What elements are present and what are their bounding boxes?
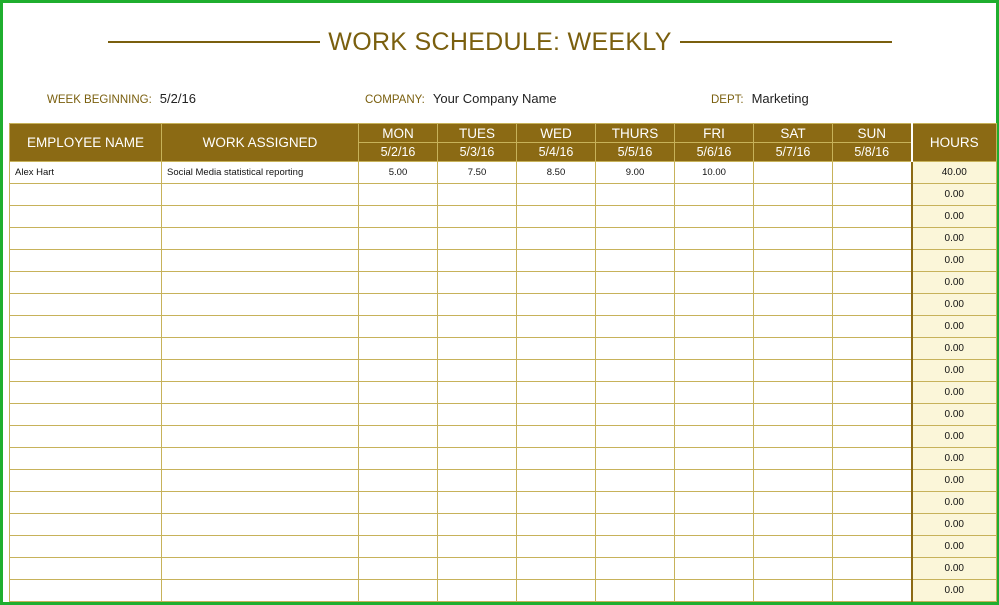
day-hours-cell[interactable]: [359, 448, 438, 470]
table-row: [10, 404, 997, 426]
col-date[interactable]: 5/8/16: [833, 143, 912, 162]
total-hours-cell[interactable]: 40.00: [912, 162, 997, 184]
employee-name-cell[interactable]: [10, 382, 162, 404]
day-hours-cell[interactable]: [359, 536, 438, 558]
day-hours-cell[interactable]: [359, 206, 438, 228]
day-hours-cell[interactable]: [675, 536, 754, 558]
day-hours-cell[interactable]: [754, 250, 833, 272]
day-hours-cell[interactable]: [359, 228, 438, 250]
day-hours-cell[interactable]: 10.00: [675, 162, 754, 184]
total-hours-cell[interactable]: 0.00: [912, 382, 997, 404]
day-hours-cell[interactable]: [754, 162, 833, 184]
day-hours-cell[interactable]: [517, 448, 596, 470]
day-hours-cell[interactable]: [438, 558, 517, 580]
day-hours-cell[interactable]: [675, 492, 754, 514]
day-hours-cell[interactable]: [675, 206, 754, 228]
day-hours-cell[interactable]: [754, 294, 833, 316]
day-hours-cell[interactable]: [517, 228, 596, 250]
table-row: [10, 514, 997, 536]
day-hours-cell[interactable]: [675, 514, 754, 536]
day-hours-cell[interactable]: [833, 360, 912, 382]
col-date[interactable]: 5/6/16: [675, 143, 754, 162]
day-hours-cell[interactable]: [754, 360, 833, 382]
day-hours-cell[interactable]: [517, 250, 596, 272]
day-hours-cell[interactable]: [517, 470, 596, 492]
week-beginning-value[interactable]: 5/2/16: [159, 91, 196, 106]
day-hours-cell[interactable]: [833, 448, 912, 470]
day-hours-cell[interactable]: [359, 470, 438, 492]
total-hours-cell[interactable]: 0.00: [912, 294, 997, 316]
day-hours-cell[interactable]: [438, 492, 517, 514]
week-beginning-label: WEEK BEGINNING:: [47, 94, 152, 106]
day-hours-cell[interactable]: [596, 448, 675, 470]
work-assigned-cell[interactable]: [162, 382, 359, 404]
day-hours-cell[interactable]: [438, 404, 517, 426]
day-hours-cell[interactable]: [517, 492, 596, 514]
day-hours-cell[interactable]: [517, 514, 596, 536]
day-hours-cell[interactable]: [833, 426, 912, 448]
day-hours-cell[interactable]: [675, 294, 754, 316]
day-hours-cell[interactable]: [833, 382, 912, 404]
day-hours-cell[interactable]: [675, 580, 754, 602]
day-hours-cell[interactable]: [754, 338, 833, 360]
total-hours-cell[interactable]: 0.00: [912, 316, 997, 338]
day-hours-cell[interactable]: [438, 338, 517, 360]
day-hours-cell[interactable]: [754, 492, 833, 514]
day-hours-cell[interactable]: [833, 294, 912, 316]
day-hours-cell[interactable]: [675, 558, 754, 580]
day-hours-cell[interactable]: [596, 250, 675, 272]
day-hours-cell[interactable]: [675, 426, 754, 448]
company: [365, 91, 557, 106]
day-hours-cell[interactable]: [833, 250, 912, 272]
day-hours-cell[interactable]: [833, 272, 912, 294]
day-hours-cell[interactable]: [675, 228, 754, 250]
page-title: WORK SCHEDULE: WEEKLY: [328, 27, 672, 56]
day-hours-cell[interactable]: [517, 426, 596, 448]
table-row: [10, 184, 997, 206]
total-hours-cell[interactable]: 0.00: [912, 470, 997, 492]
work-assigned-cell[interactable]: [162, 316, 359, 338]
total-hours-cell[interactable]: 0.00: [912, 338, 997, 360]
work-assigned-cell[interactable]: [162, 338, 359, 360]
title-rule-left: [108, 41, 320, 43]
day-hours-cell[interactable]: [754, 228, 833, 250]
day-hours-cell[interactable]: [359, 580, 438, 602]
work-assigned-cell[interactable]: [162, 536, 359, 558]
day-hours-cell[interactable]: [833, 514, 912, 536]
total-hours-cell[interactable]: 0.00: [912, 250, 997, 272]
day-hours-cell[interactable]: [359, 360, 438, 382]
day-hours-cell[interactable]: [596, 470, 675, 492]
work-assigned-cell[interactable]: [162, 250, 359, 272]
day-hours-cell[interactable]: [754, 514, 833, 536]
total-hours-cell[interactable]: 0.00: [912, 228, 997, 250]
work-assigned-cell[interactable]: [162, 272, 359, 294]
table-row: [10, 470, 997, 492]
week-beginning: [47, 91, 196, 106]
table-row: [10, 580, 997, 602]
day-hours-cell[interactable]: [675, 470, 754, 492]
employee-name-cell[interactable]: [10, 404, 162, 426]
day-hours-cell[interactable]: [754, 448, 833, 470]
work-assigned-cell[interactable]: [162, 470, 359, 492]
day-hours-cell[interactable]: [517, 382, 596, 404]
day-hours-cell[interactable]: [833, 206, 912, 228]
employee-name-cell[interactable]: Alex Hart: [10, 162, 162, 184]
day-hours-cell[interactable]: [833, 184, 912, 206]
day-hours-cell[interactable]: [359, 250, 438, 272]
day-hours-cell[interactable]: [517, 294, 596, 316]
day-hours-cell[interactable]: [833, 580, 912, 602]
total-hours-cell[interactable]: 0.00: [912, 448, 997, 470]
employee-name-cell[interactable]: [10, 316, 162, 338]
col-day[interactable]: TUES: [438, 124, 517, 143]
table-row: [10, 360, 997, 382]
col-date[interactable]: 5/2/16: [359, 143, 438, 162]
day-hours-cell[interactable]: [596, 382, 675, 404]
day-hours-cell[interactable]: [359, 558, 438, 580]
dept: [711, 91, 809, 106]
table-row: [10, 382, 997, 404]
day-hours-cell[interactable]: [754, 470, 833, 492]
col-day[interactable]: FRI: [675, 124, 754, 143]
day-hours-cell[interactable]: [438, 184, 517, 206]
day-hours-cell[interactable]: [596, 228, 675, 250]
day-hours-cell[interactable]: [438, 426, 517, 448]
col-day[interactable]: MON: [359, 124, 438, 143]
day-hours-cell[interactable]: [833, 558, 912, 580]
day-hours-cell[interactable]: [833, 536, 912, 558]
schedule-table: [9, 123, 997, 602]
work-assigned-cell[interactable]: [162, 360, 359, 382]
day-hours-cell[interactable]: [596, 206, 675, 228]
dept-value[interactable]: Marketing: [751, 91, 809, 106]
day-hours-cell[interactable]: [438, 448, 517, 470]
day-hours-cell[interactable]: [596, 514, 675, 536]
day-hours-cell[interactable]: [596, 580, 675, 602]
day-hours-cell[interactable]: [596, 316, 675, 338]
employee-name-cell[interactable]: [10, 294, 162, 316]
day-hours-cell[interactable]: [438, 514, 517, 536]
col-date[interactable]: 5/3/16: [438, 143, 517, 162]
col-day[interactable]: WED: [517, 124, 596, 143]
day-hours-cell[interactable]: [754, 426, 833, 448]
work-assigned-cell[interactable]: [162, 492, 359, 514]
work-assigned-cell[interactable]: [162, 514, 359, 536]
employee-name-cell[interactable]: [10, 536, 162, 558]
day-hours-cell[interactable]: [754, 536, 833, 558]
day-hours-cell[interactable]: [438, 228, 517, 250]
day-hours-cell[interactable]: [754, 206, 833, 228]
employee-name-cell[interactable]: [10, 558, 162, 580]
table-row: [10, 316, 997, 338]
day-hours-cell[interactable]: [517, 558, 596, 580]
employee-name-cell[interactable]: [10, 360, 162, 382]
employee-name-cell[interactable]: [10, 272, 162, 294]
day-hours-cell[interactable]: [438, 206, 517, 228]
table-row: [10, 250, 997, 272]
total-hours-cell[interactable]: 0.00: [912, 426, 997, 448]
day-hours-cell[interactable]: [517, 580, 596, 602]
day-hours-cell[interactable]: [754, 404, 833, 426]
day-hours-cell[interactable]: [359, 404, 438, 426]
day-hours-cell[interactable]: [359, 492, 438, 514]
day-hours-cell[interactable]: [675, 272, 754, 294]
day-hours-cell[interactable]: [596, 492, 675, 514]
table-row: [10, 228, 997, 250]
col-hours[interactable]: HOURS: [912, 124, 997, 162]
day-hours-cell[interactable]: [438, 580, 517, 602]
day-hours-cell[interactable]: [754, 580, 833, 602]
table-row: [10, 492, 997, 514]
day-hours-cell[interactable]: [596, 184, 675, 206]
col-date[interactable]: 5/7/16: [754, 143, 833, 162]
day-hours-cell[interactable]: [675, 448, 754, 470]
day-hours-cell[interactable]: [438, 272, 517, 294]
table-row: [10, 206, 997, 228]
day-hours-cell[interactable]: [517, 184, 596, 206]
day-hours-cell[interactable]: [596, 272, 675, 294]
day-hours-cell[interactable]: [833, 338, 912, 360]
work-assigned-cell[interactable]: [162, 206, 359, 228]
employee-name-cell[interactable]: [10, 492, 162, 514]
day-hours-cell[interactable]: [438, 536, 517, 558]
employee-name-cell[interactable]: [10, 250, 162, 272]
col-date[interactable]: 5/4/16: [517, 143, 596, 162]
total-hours-cell[interactable]: 0.00: [912, 536, 997, 558]
table-row: [10, 162, 997, 184]
total-hours-cell[interactable]: 0.00: [912, 184, 997, 206]
total-hours-cell[interactable]: 0.00: [912, 514, 997, 536]
day-hours-cell[interactable]: [438, 316, 517, 338]
day-hours-cell[interactable]: [675, 382, 754, 404]
day-hours-cell[interactable]: [517, 316, 596, 338]
day-hours-cell[interactable]: [596, 294, 675, 316]
day-hours-cell[interactable]: [517, 206, 596, 228]
schedule-rows: [10, 162, 997, 602]
day-hours-cell[interactable]: 9.00: [596, 162, 675, 184]
day-hours-cell[interactable]: [438, 360, 517, 382]
day-hours-cell[interactable]: [754, 316, 833, 338]
day-hours-cell[interactable]: [833, 162, 912, 184]
day-hours-cell[interactable]: 7.50: [438, 162, 517, 184]
day-hours-cell[interactable]: [359, 294, 438, 316]
table-row: [10, 272, 997, 294]
day-hours-cell[interactable]: [517, 272, 596, 294]
day-hours-cell[interactable]: [754, 184, 833, 206]
day-hours-cell[interactable]: [359, 382, 438, 404]
table-row: [10, 426, 997, 448]
work-assigned-cell[interactable]: [162, 448, 359, 470]
total-hours-cell[interactable]: 0.00: [912, 558, 997, 580]
day-hours-cell[interactable]: [754, 558, 833, 580]
employee-name-cell[interactable]: [10, 184, 162, 206]
employee-name-cell[interactable]: [10, 228, 162, 250]
work-assigned-cell[interactable]: [162, 426, 359, 448]
day-hours-cell[interactable]: [833, 316, 912, 338]
day-hours-cell[interactable]: [833, 228, 912, 250]
day-hours-cell[interactable]: [438, 294, 517, 316]
day-hours-cell[interactable]: [438, 250, 517, 272]
day-hours-cell[interactable]: [833, 404, 912, 426]
work-assigned-cell[interactable]: [162, 404, 359, 426]
day-hours-cell[interactable]: [596, 404, 675, 426]
day-hours-cell[interactable]: [675, 184, 754, 206]
table-row: [10, 338, 997, 360]
day-hours-cell[interactable]: [359, 426, 438, 448]
day-hours-cell[interactable]: [438, 382, 517, 404]
col-day[interactable]: THURS: [596, 124, 675, 143]
day-hours-cell[interactable]: 8.50: [517, 162, 596, 184]
employee-name-cell[interactable]: [10, 338, 162, 360]
day-hours-cell[interactable]: [359, 338, 438, 360]
total-hours-cell[interactable]: 0.00: [912, 404, 997, 426]
day-hours-cell[interactable]: [438, 470, 517, 492]
employee-name-cell[interactable]: [10, 580, 162, 602]
employee-name-cell[interactable]: [10, 470, 162, 492]
day-hours-cell[interactable]: [517, 338, 596, 360]
employee-name-cell[interactable]: [10, 206, 162, 228]
day-hours-cell[interactable]: [675, 360, 754, 382]
day-hours-cell[interactable]: [517, 360, 596, 382]
title-rule-right: [680, 41, 892, 43]
day-hours-cell[interactable]: [359, 184, 438, 206]
day-hours-cell[interactable]: [359, 272, 438, 294]
day-hours-cell[interactable]: [675, 404, 754, 426]
col-date[interactable]: 5/5/16: [596, 143, 675, 162]
day-hours-cell[interactable]: [833, 470, 912, 492]
work-assigned-cell[interactable]: [162, 558, 359, 580]
employee-name-cell[interactable]: [10, 448, 162, 470]
day-hours-cell[interactable]: [596, 360, 675, 382]
company-value[interactable]: Your Company Name: [432, 91, 557, 106]
day-hours-cell[interactable]: [754, 272, 833, 294]
work-assigned-cell[interactable]: [162, 580, 359, 602]
col-day[interactable]: SAT: [754, 124, 833, 143]
day-hours-cell[interactable]: [675, 250, 754, 272]
day-hours-cell[interactable]: [517, 404, 596, 426]
col-employee-name[interactable]: EMPLOYEE NAME: [10, 124, 162, 162]
total-hours-cell[interactable]: 0.00: [912, 580, 997, 602]
day-hours-cell[interactable]: [596, 338, 675, 360]
day-hours-cell[interactable]: 5.00: [359, 162, 438, 184]
total-hours-cell[interactable]: 0.00: [912, 272, 997, 294]
day-hours-cell[interactable]: [596, 558, 675, 580]
work-assigned-cell[interactable]: [162, 228, 359, 250]
day-hours-cell[interactable]: [359, 514, 438, 536]
day-hours-cell[interactable]: [596, 536, 675, 558]
total-hours-cell[interactable]: 0.00: [912, 360, 997, 382]
table-row: [10, 536, 997, 558]
title-row: [108, 25, 892, 59]
employee-name-cell[interactable]: [10, 514, 162, 536]
day-hours-cell[interactable]: [517, 536, 596, 558]
table-row: [10, 448, 997, 470]
col-day[interactable]: SUN: [833, 124, 912, 143]
day-hours-cell[interactable]: [754, 382, 833, 404]
col-work-assigned[interactable]: WORK ASSIGNED: [162, 124, 359, 162]
table-row: [10, 294, 997, 316]
dept-label: DEPT:: [711, 94, 744, 106]
total-hours-cell[interactable]: 0.00: [912, 492, 997, 514]
day-hours-cell[interactable]: [675, 338, 754, 360]
day-hours-cell[interactable]: [596, 426, 675, 448]
work-assigned-cell[interactable]: [162, 294, 359, 316]
day-hours-cell[interactable]: [833, 492, 912, 514]
work-assigned-cell[interactable]: [162, 184, 359, 206]
table-row: [10, 558, 997, 580]
day-hours-cell[interactable]: [359, 316, 438, 338]
work-assigned-cell[interactable]: Social Media statistical reporting: [162, 162, 359, 184]
total-hours-cell[interactable]: 0.00: [912, 206, 997, 228]
company-label: COMPANY:: [365, 94, 425, 106]
employee-name-cell[interactable]: [10, 426, 162, 448]
day-hours-cell[interactable]: [675, 316, 754, 338]
